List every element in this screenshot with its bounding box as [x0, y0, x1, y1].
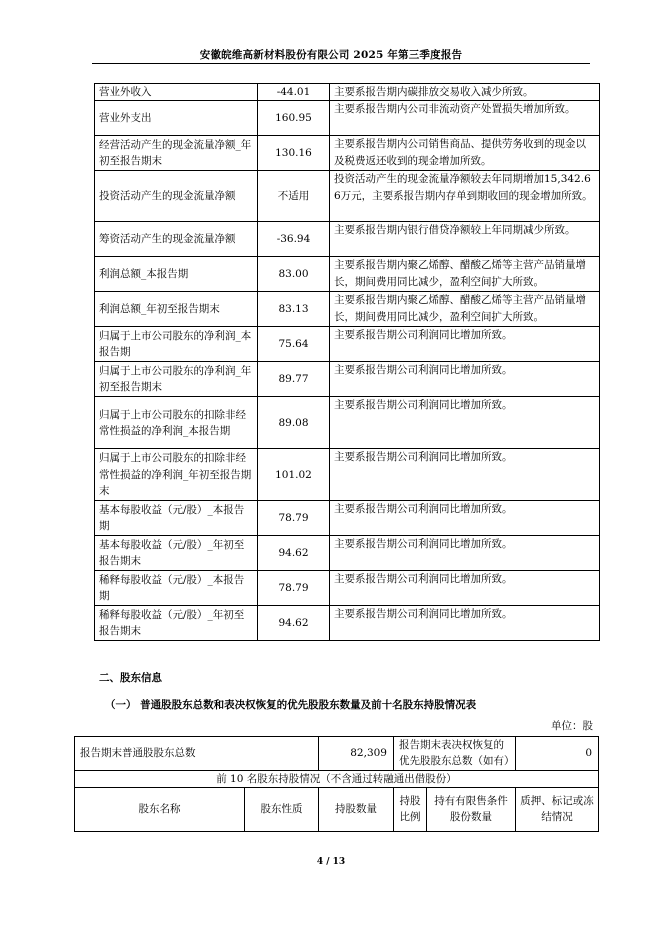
report-header-title: 安徽皖维高新材料股份有限公司 2025 年第三季度报告: [199, 49, 463, 61]
change-row-item: 利润总额_本报告期: [95, 257, 258, 292]
change-row: [95, 292, 600, 327]
change-row-value: 130.16: [258, 136, 330, 171]
change-row-value: 83.00: [258, 257, 330, 292]
change-row-reason: 主要系报告期内聚乙烯醇、醋酸乙烯等主营产品销量增长，期间费用同比减少，盈利空间扩大所致。: [330, 257, 600, 292]
change-row-reason: 主要系报告期内公司销售商品、提供劳务收到的现金以及税费返还收到的现金增加所致。: [330, 136, 600, 171]
change-row-item: 投资活动产生的现金流量净额: [95, 171, 258, 222]
col-pledge-status: 质押、标记或冻结情况: [516, 787, 599, 831]
change-row-reason: 主要系报告期公司利润同比增加所致。: [330, 327, 600, 362]
change-row-item: 营业外收入: [95, 84, 258, 101]
change-row-reason: 主要系报告期公司利润同比增加所致。: [330, 571, 600, 606]
top10-title: 前 10 名股东持股情况（不含通过转融通出借股份）: [75, 770, 599, 787]
change-row: [95, 101, 600, 136]
change-row-value: 94.62: [258, 536, 330, 571]
change-row-reason: 主要系报告期公司利润同比增加所致。: [330, 501, 600, 536]
change-row-reason: 主要系报告期内聚乙烯醇、醋酸乙烯等主营产品销量增长，期间费用同比减少，盈利空间扩大所致。: [330, 292, 600, 327]
change-reason-table: [94, 83, 600, 641]
section-title-shareholders: 二、股东信息: [99, 672, 162, 684]
col-share-count: 持股数量: [319, 787, 394, 831]
change-row-item: 营业外支出: [95, 101, 258, 136]
common-holders-value: 82,309: [319, 737, 394, 771]
change-row-value: 78.79: [258, 501, 330, 536]
change-row-value: 不适用: [258, 171, 330, 222]
change-row-reason: 主要系报告期公司利润同比增加所致。: [330, 606, 600, 641]
holder-header-row: [75, 787, 599, 831]
change-row-value: -36.94: [258, 222, 330, 257]
change-row-value: -44.01: [258, 84, 330, 101]
holder-count-row: [75, 737, 599, 771]
col-holder-type: 股东性质: [245, 787, 319, 831]
change-row-item: 基本每股收益（元/股）_年初至报告期末: [95, 536, 258, 571]
change-row: [95, 84, 600, 101]
change-row: [95, 501, 600, 536]
header-divider: [92, 63, 590, 64]
shareholder-table: [74, 736, 599, 832]
change-row-item: 利润总额_年初至报告期末: [95, 292, 258, 327]
change-row-item: 归属于上市公司股东的扣除非经常性损益的净利润_年初至报告期末: [95, 449, 258, 501]
change-row-item: 归属于上市公司股东的扣除非经常性损益的净利润_本报告期: [95, 397, 258, 449]
change-row-item: 基本每股收益（元/股）_本报告期: [95, 501, 258, 536]
col-restricted-shares: 持有有限售条件股份数量: [427, 787, 516, 831]
change-row-value: 101.02: [258, 449, 330, 501]
change-row-reason: 主要系报告期内碳排放交易收入减少所致。: [330, 84, 600, 101]
change-row-value: 94.62: [258, 606, 330, 641]
page-number: 4 / 13: [316, 857, 346, 867]
common-holders-label: 报告期末普通股股东总数: [75, 737, 319, 771]
change-row-reason: 主要系报告期公司利润同比增加所致。: [330, 449, 600, 501]
change-row-value: 78.79: [258, 571, 330, 606]
change-row-item: 稀释每股收益（元/股）_年初至报告期末: [95, 606, 258, 641]
change-row: [95, 536, 600, 571]
change-row-item: 稀释每股收益（元/股）_本报告期: [95, 571, 258, 606]
subsection-title-holder-table: （一） 普通股股东总数和表决权恢复的优先股股东数量及前十名股东持股情况表: [105, 699, 477, 711]
change-row-item: 归属于上市公司股东的净利润_年初至报告期末: [95, 362, 258, 397]
change-row-item: 归属于上市公司股东的净利润_本报告期: [95, 327, 258, 362]
change-row-item: 经营活动产生的现金流量净额_年初至报告期末: [95, 136, 258, 171]
change-row-item: 筹资活动产生的现金流量净额: [95, 222, 258, 257]
unit-label: 单位：股: [551, 720, 593, 732]
change-row: [95, 171, 600, 222]
change-row-value: 89.08: [258, 397, 330, 449]
col-holder-name: 股东名称: [75, 787, 245, 831]
change-row: [95, 571, 600, 606]
preferred-holders-label: 报告期末表决权恢复的优先股股东总数（如有）: [394, 737, 516, 771]
top10-title-row: [75, 770, 599, 787]
change-row-reason: 主要系报告期公司利润同比增加所致。: [330, 397, 600, 449]
change-row-reason: 投资活动产生的现金流量净额较去年同期增加15,342.66万元，主要系报告期内存单到期收回的现金增加所致。: [330, 171, 600, 222]
change-row-reason: 主要系报告期内公司非流动资产处置损失增加所致。: [330, 101, 600, 136]
change-row-value: 89.77: [258, 362, 330, 397]
change-row: [95, 449, 600, 501]
change-row-reason: 主要系报告期内银行借贷净额较上年同期减少所致。: [330, 222, 600, 257]
preferred-holders-value: 0: [516, 737, 599, 771]
change-row: [95, 136, 600, 171]
change-row: [95, 397, 600, 449]
change-row-reason: 主要系报告期公司利润同比增加所致。: [330, 536, 600, 571]
change-row: [95, 222, 600, 257]
col-share-ratio: 持股比例: [394, 787, 427, 831]
change-row-value: 83.13: [258, 292, 330, 327]
change-row-reason: 主要系报告期公司利润同比增加所致。: [330, 362, 600, 397]
change-row: [95, 257, 600, 292]
change-row-value: 160.95: [258, 101, 330, 136]
change-row: [95, 362, 600, 397]
change-row: [95, 606, 600, 641]
change-row: [95, 327, 600, 362]
change-row-value: 75.64: [258, 327, 330, 362]
